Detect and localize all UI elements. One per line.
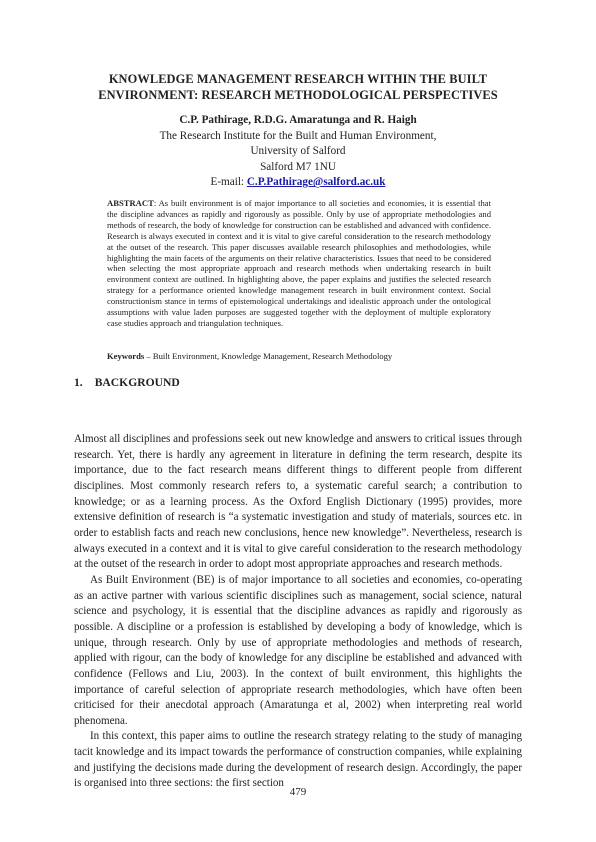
abstract <box>107 198 491 329</box>
body-paragraph-3: In this context, this paper aims to outline the research strategy relating to the study of managing tacit knowledge and its impact towards the performance of construction companies, while explaining and justifying the decisions made during the development of research design. Accordingly, the paper is organised into three sections: the first section <box>74 730 522 790</box>
abstract-label: ABSTRACT <box>107 198 154 208</box>
paper-title-line-2: ENVIRONMENT: RESEARCH METHODOLOGICAL PERSPECTIVES <box>98 88 498 102</box>
email-link[interactable]: C.P.Pathirage@salford.ac.uk <box>246 176 386 189</box>
author-block <box>80 113 516 191</box>
section-number: 1. <box>74 376 83 389</box>
keywords-text: – Built Environment, Knowledge Management, Research Methodology <box>144 351 393 361</box>
affiliation-address: Salford M7 1NU <box>260 160 336 173</box>
affiliation-university: University of Salford <box>250 145 346 158</box>
section-heading <box>74 376 180 389</box>
keywords-label: Keywords <box>107 351 145 361</box>
affiliation-institute: The Research Institute for the Built and Human Environment, <box>159 129 437 142</box>
body-paragraph-2: As Built Environment (BE) is of major importance to all societies and economies, co-operating as an active partner with various scientific disciplines such as management, social science, natural science and psychology, it is essential that the discipline advances as rapidly and rigorously as possible. A discipline or a profession is established by developing a body of knowledge, which is unique, through research. Only by use of appropriate methodologies and methods of research, applied with rigour, can the body of knowledge for any discipline be established and advanced with confidence (Fellows and Liu, 2003). In the context of built environment, this highlights the importance of careful selection of appropriate research methodologies, which have often been criticised for their anecdotal approach (Amaratunga et al, 2002) when interpreting real world phenomena. <box>74 573 522 727</box>
body-paragraph-1: Almost all disciplines and professions seek out new knowledge and answers to critical issues through research. Yet, there is hardly any agreement in literature in defining the term research, despite its importance, due to the fact research means different things to different people from different disciplines. Most commonly research refers to, a systematic careful search; a contribution to knowledge; or as a learning process. As the Oxford English Dictionary (1995) provides, more extensive definition of research is “a systematic investigation and study of materials, sources etc. in order to establish facts and reach new conclusions, hence new knowledge”. Nevertheless, research is always executed in a context and it is vital to give careful consideration to the research methodology at the outset of the research in order to adopt most appropriate approaches and research methods. <box>74 433 522 571</box>
abstract-text: : As built environment is of major importance to all societies and economies, it is essential that the discipline advances as rapidly and rigorously as possible. Only by use of appropriate methodologies and methods of research, the body of knowledge for construction can be established and advanced with confidence. Research is always executed in context and it is vital to give careful consideration to the research methodology at the outset of the research. This paper discusses available research philosophies and methodologies, while highlighting the main facets of the arguments on their relative characteristics. Issues that need to be considered when selecting the most appropriate approach and research methods when undertaking research in built environment context are outlined. In highlighting above, the paper explains and justifies the selected research strategy for a performance oriented knowledge management research in built environment context. Social constructionism stance in terms of epistemological undertakings and idealistic approach under the ontological assumptions with value laden purposes are suggested together with the deployment of multiple exploratory case studies approach and triangulation techniques. <box>107 198 491 328</box>
email-line <box>80 175 516 191</box>
paper-title <box>60 71 536 103</box>
email-label: E-mail: <box>210 176 247 189</box>
body-text <box>74 432 522 792</box>
section-title: BACKGROUND <box>94 376 180 389</box>
author-names: C.P. Pathirage, R.D.G. Amaratunga and R. Haigh <box>179 114 417 126</box>
keywords <box>107 351 491 362</box>
page-number: 479 <box>289 786 307 798</box>
paper-title-line-1: KNOWLEDGE MANAGEMENT RESEARCH WITHIN THE BUILT <box>108 72 488 86</box>
